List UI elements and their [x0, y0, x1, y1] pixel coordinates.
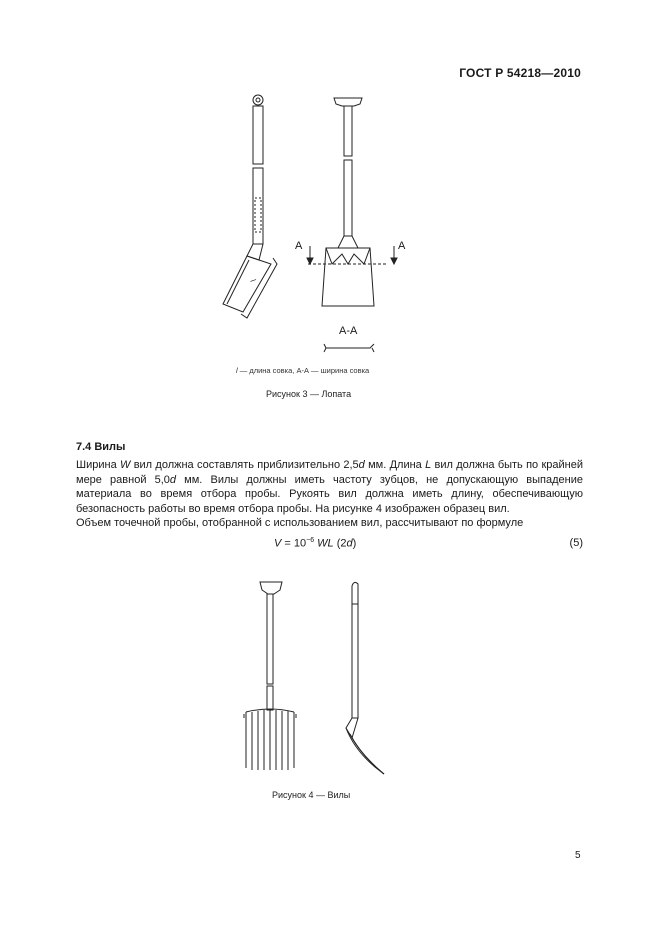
length-label: l — [248, 277, 258, 284]
section-mark-right: A — [398, 240, 406, 252]
section-aa-label: A-A — [339, 325, 358, 337]
shovel-front-view — [296, 90, 416, 360]
section-mark-left: A — [295, 240, 303, 252]
paragraph-2: Объем точечной пробы, отобранной с использованием вил, рассчитывают по формуле — [76, 517, 524, 529]
p1-text: Ширина — [76, 459, 120, 471]
formula-eq: = 10 — [281, 537, 307, 550]
figure4-caption: Рисунок 4 — Вилы — [272, 790, 351, 800]
formula-exp: −6 — [306, 537, 315, 544]
formula-d: d — [346, 537, 353, 550]
formula-paren: (2 — [333, 537, 347, 550]
p1-L: L — [425, 459, 432, 471]
section-title: 7.4 Вилы — [76, 441, 126, 453]
formula-paren: ) — [352, 537, 357, 550]
fork-side-view — [336, 578, 396, 778]
figure3-caption: Рисунок 3 — Лопата — [266, 389, 352, 399]
p1-text: мм. Вилы должны иметь частоту зубцов, не допускающую выпадение материала во время отбора пробы. Рукоять вил должна иметь длину, обеспечивающую безопасность работы во время отбора пробы. На рисунке 4 изображен образец вил. — [76, 473, 583, 515]
equation-number: (5) — [569, 537, 583, 549]
formula-WL: WL — [317, 537, 334, 550]
legend-l: l — [236, 366, 238, 375]
p1-W: W — [120, 459, 131, 471]
formula-V: V — [274, 537, 282, 550]
figure3-legend — [236, 366, 369, 375]
formula — [274, 537, 356, 550]
standard-number: ГОСТ Р 54218—2010 — [459, 66, 581, 80]
p1-d: d — [169, 473, 177, 486]
shovel-side-view — [215, 90, 285, 330]
p1-text: вил должна быть по крайней мере равной 5,0 — [76, 459, 584, 486]
paragraph-1 — [76, 458, 583, 516]
legend-text-2: — ширина совка — [308, 366, 370, 375]
p1-text: вил должна составлять приблизительно 2,5 — [130, 459, 359, 471]
fork-front-view — [240, 578, 300, 778]
legend-aa: А-А — [296, 366, 309, 375]
legend-text-1: — длина совка, — [237, 366, 297, 375]
p1-d: d — [358, 459, 365, 471]
page-number: 5 — [575, 850, 581, 861]
p1-text: мм. Длина — [364, 459, 426, 471]
